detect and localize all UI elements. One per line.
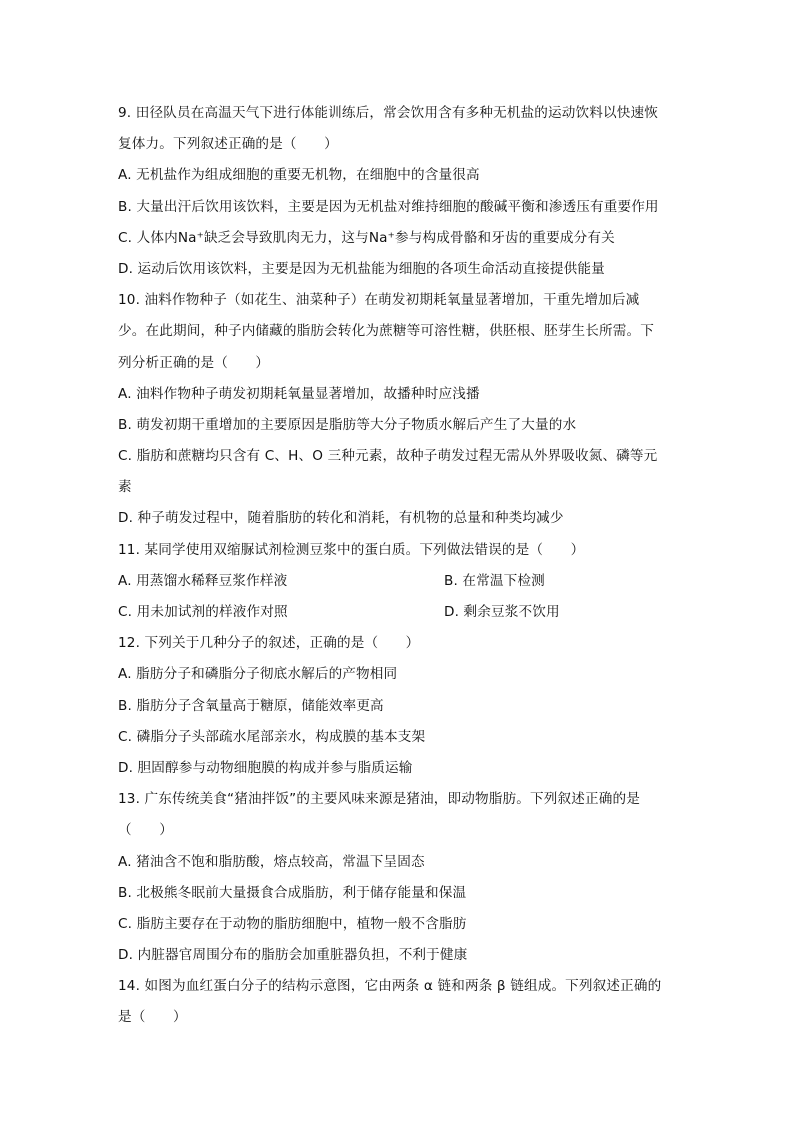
text-line: 少。在此期间，种子内储藏的脂肪会转化为蔗糖等可溶性糖，供胚根、胚芽生长所需。下 — [118, 323, 655, 340]
text-line: C. 人体内Na⁺缺乏会导致肌肉无力，这与Na⁺参与构成骨骼和牙齿的重要成分有关 — [118, 229, 615, 246]
text-line: D. 内脏器官周围分布的脂肪会加重脏器负担，不利于健康 — [118, 947, 468, 964]
text-line: A. 油料作物种子萌发初期耗氧量显著增加，故播种时应浅播 — [118, 385, 480, 402]
text-line: B. 大量出汗后饮用该饮料，主要是因为无机盐对维持细胞的酸碱平衡和渗透压有重要作用 — [118, 198, 659, 215]
text-line: 素 — [118, 479, 132, 496]
text-line: D. 胆固醇参与动物细胞膜的构成并参与脂质运输 — [118, 759, 413, 776]
text-line: B. 脂肪分子含氧量高于糖原，储能效率更高 — [118, 697, 384, 714]
option-row — [118, 599, 678, 630]
text-line: A. 脂肪分子和磷脂分子彻底水解后的产物相同 — [118, 666, 398, 683]
text-line: A. 猪油含不饱和脂肪酸，熔点较高，常温下呈固态 — [118, 853, 425, 870]
exam-page — [118, 100, 678, 1036]
option-right: D. 剩余豆浆不饮用 — [444, 604, 560, 620]
text-line: C. 脂肪和蔗糖均只含有 C、H、O 三种元素，故种子萌发过程无需从外界吸收氮、磷等元 — [118, 448, 658, 465]
text-line: B. 萌发初期干重增加的主要原因是脂肪等大分子物质水解后产生了大量的水 — [118, 416, 577, 433]
text-line: 13. 广东传统美食“猪油拌饭”的主要风味来源是猪油，即动物脂肪。下列叙述正确的是 — [118, 791, 640, 808]
text-line: 列分析正确的是（ ） — [118, 354, 270, 371]
text-line: C. 磷脂分子头部疏水尾部亲水，构成膜的基本支架 — [118, 728, 426, 745]
option-right: B. 在常温下检测 — [444, 572, 545, 589]
text-line: C. 脂肪主要存在于动物的脂肪细胞中，植物一般不含脂肪 — [118, 915, 467, 932]
option-row — [118, 568, 678, 599]
text-line: 14. 如图为血红蛋白分子的结构示意图，它由两条 α 链和两条 β 链组成。下列叙述正确的 — [118, 978, 662, 995]
text-line: 复体力。下列叙述正确的是（ ） — [118, 136, 338, 153]
text-line: D. 运动后饮用该饮料，主要是因为无机盐能为细胞的各项生命活动直接提供能量 — [118, 260, 605, 277]
text-line: B. 北极熊冬眠前大量摄食合成脂肪，利于储存能量和保温 — [118, 884, 467, 901]
text-line: 12. 下列关于几种分子的叙述，正确的是（ ） — [118, 635, 420, 652]
text-line: 11. 某同学使用双缩脲试剂检测豆浆中的蛋白质。下列做法错误的是（ ） — [118, 541, 585, 558]
text-line: 是（ ） — [118, 1009, 187, 1026]
option-left: C. 用未加试剂的样液作对照 — [118, 604, 288, 620]
text-line: 10. 油料作物种子（如花生、油菜种子）在萌发初期耗氧量显著增加，干重先增加后减 — [118, 292, 640, 309]
text-line: 9. 田径队员在高温天气下进行体能训练后，常会饮用含有多种无机盐的运动饮料以快速恢 — [118, 105, 659, 121]
text-line: D. 种子萌发过程中，随着脂肪的转化和消耗，有机物的总量和种类均减少 — [118, 510, 564, 527]
option-left: A. 用蒸馏水稀释豆浆作样液 — [118, 572, 288, 589]
text-line: （ ） — [118, 822, 173, 839]
text-line: A. 无机盐作为组成细胞的重要无机物，在细胞中的含量很高 — [118, 167, 480, 184]
